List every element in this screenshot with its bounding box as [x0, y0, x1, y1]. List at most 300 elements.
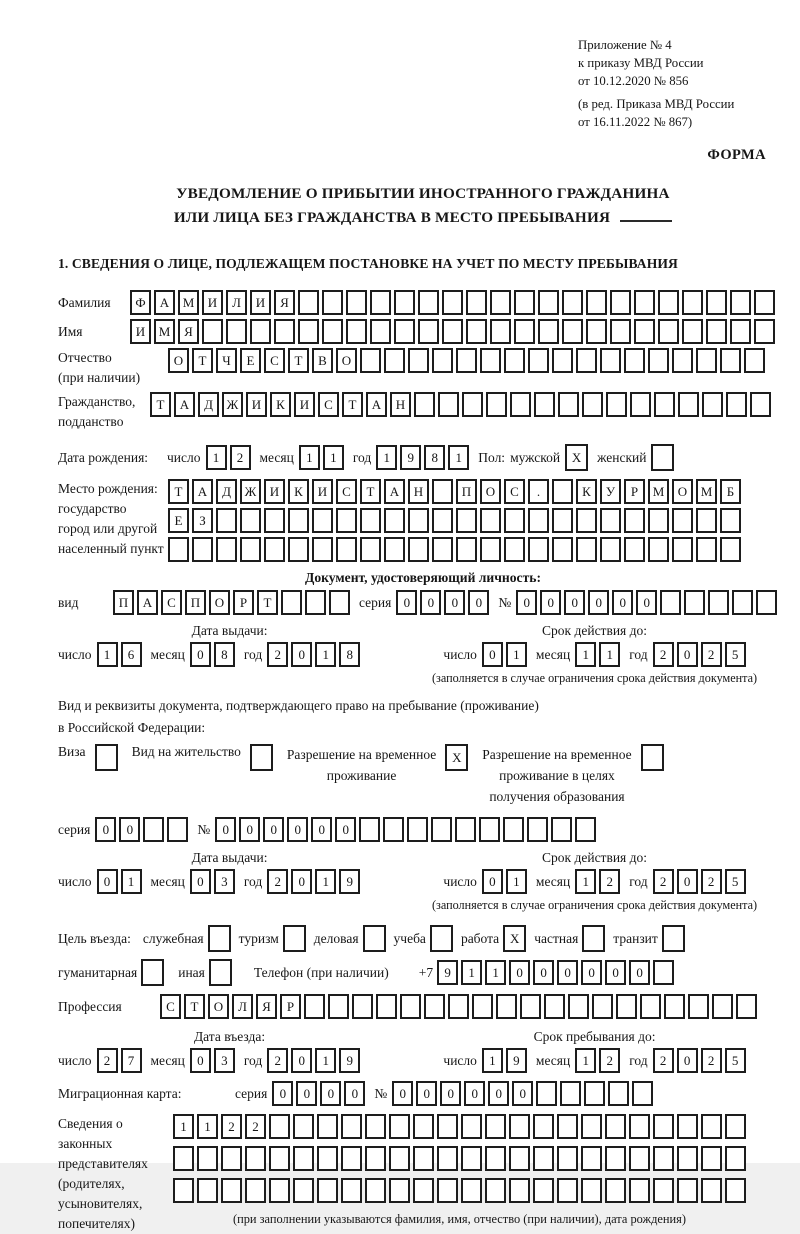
empty-char-cell [630, 392, 651, 417]
appendix-lines: Приложение № 4 к приказу МВД России от 10.12.2020 № 856 [578, 38, 704, 88]
filled-char-cell: 0 [482, 869, 503, 894]
empty-char-cell [328, 994, 349, 1019]
filled-char-cell: 1 [121, 869, 142, 894]
entry-date-block [58, 1029, 401, 1073]
empty-char-cell [544, 994, 565, 1019]
empty-char-cell [538, 290, 559, 315]
filled-char-cell: 0 [509, 960, 530, 985]
filled-char-cell: 2 [653, 642, 674, 667]
identity-issue-month-cells [190, 642, 235, 667]
migration-card-label: Миграционная карта: [58, 1085, 182, 1101]
empty-char-cell [202, 319, 223, 344]
empty-char-cell [634, 290, 655, 315]
document-title [58, 182, 788, 230]
filled-char-cell: 0 [335, 817, 356, 842]
purpose-business-label: деловая [313, 930, 359, 946]
empty-char-cell [605, 1178, 626, 1203]
filled-char-cell: Д [198, 392, 219, 417]
filled-char-cell: А [192, 479, 213, 504]
title-line2-wrap [58, 206, 788, 230]
empty-char-cell [581, 1146, 602, 1171]
empty-char-cell [370, 290, 391, 315]
empty-char-cell [432, 508, 453, 533]
filled-char-cell: 0 [636, 590, 657, 615]
empty-char-cell [528, 537, 549, 562]
empty-char-cell [462, 392, 483, 417]
empty-char-cell [485, 1178, 506, 1203]
empty-char-cell [437, 1178, 458, 1203]
empty-char-cell [684, 590, 705, 615]
empty-char-cell [346, 290, 367, 315]
empty-char-cell [407, 817, 428, 842]
filled-char-cell: К [270, 392, 291, 417]
identity-doc-expiry-title: Срок действия до: [542, 623, 648, 638]
empty-char-cell [641, 744, 664, 771]
empty-char-cell [701, 1178, 722, 1203]
filled-char-cell: 1 [97, 642, 118, 667]
filled-char-cell: Т [168, 479, 189, 504]
empty-char-cell [654, 392, 675, 417]
filled-char-cell: Ж [222, 392, 243, 417]
empty-char-cell [606, 392, 627, 417]
empty-char-cell [582, 925, 605, 952]
stay-doc-intro-line2: в Российской Федерации: [58, 720, 206, 735]
empty-char-cell [322, 319, 343, 344]
filled-char-cell: 6 [121, 642, 142, 667]
filled-char-cell: 0 [677, 642, 698, 667]
stay-expiry-day-cells [482, 869, 527, 894]
empty-char-cell [750, 392, 771, 417]
identity-issue-year-cells [267, 642, 360, 667]
entry-date-title: Дата въезда: [193, 1029, 266, 1044]
empty-char-cell [514, 319, 535, 344]
month-word: месяц [535, 1052, 571, 1068]
filled-char-cell: X [445, 744, 468, 771]
birth-place-row2-cells [168, 508, 741, 533]
empty-char-cell [533, 1114, 554, 1139]
empty-char-cell [336, 537, 357, 562]
empty-char-cell [552, 348, 573, 373]
birth-month-cells [299, 445, 344, 470]
empty-char-cell [534, 392, 555, 417]
month-word: месяц [150, 873, 185, 889]
migration-card-number-cells [392, 1081, 653, 1106]
filled-char-cell: 0 [272, 1081, 293, 1106]
series-word: серия [359, 594, 392, 610]
empty-char-cell [629, 1114, 650, 1139]
empty-char-cell [430, 925, 453, 952]
empty-char-cell [360, 508, 381, 533]
empty-char-cell [726, 392, 747, 417]
filled-char-cell: X [503, 925, 526, 952]
filled-char-cell: 1 [485, 960, 506, 985]
year-word: год [243, 1052, 263, 1068]
empty-char-cell [557, 1114, 578, 1139]
empty-char-cell [461, 1114, 482, 1139]
filled-char-cell: 2 [267, 869, 288, 894]
filled-char-cell: 1 [448, 445, 469, 470]
education-residence-label: Разрешение на временное проживание в целях получения образования [482, 747, 632, 804]
filled-char-cell: У [600, 479, 621, 504]
filled-char-cell: Ф [130, 290, 151, 315]
empty-char-cell [533, 1178, 554, 1203]
empty-char-cell [701, 1146, 722, 1171]
filled-char-cell: Р [624, 479, 645, 504]
empty-char-cell [552, 479, 573, 504]
empty-char-cell [629, 1178, 650, 1203]
filled-char-cell: 0 [677, 1048, 698, 1073]
birth-day-cells [206, 445, 251, 470]
filled-char-cell: М [696, 479, 717, 504]
number-word: № [197, 821, 211, 837]
empty-char-cell [209, 959, 232, 986]
day-word: число [443, 1052, 477, 1068]
empty-char-cell [472, 994, 493, 1019]
filled-char-cell: 2 [701, 642, 722, 667]
empty-char-cell [480, 508, 501, 533]
purpose-transit-label: транзит [613, 930, 658, 946]
filled-char-cell: 5 [725, 869, 746, 894]
filled-char-cell: П [456, 479, 477, 504]
empty-char-cell [672, 508, 693, 533]
filled-char-cell: О [208, 994, 229, 1019]
filled-char-cell: 0 [533, 960, 554, 985]
empty-char-cell [298, 319, 319, 344]
empty-char-cell [281, 590, 302, 615]
stay-expiry-year-cells [653, 869, 746, 894]
filled-char-cell: М [178, 290, 199, 315]
empty-char-cell [240, 537, 261, 562]
filled-char-cell: 0 [97, 869, 118, 894]
empty-char-cell [557, 1146, 578, 1171]
empty-char-cell [720, 508, 741, 533]
filled-char-cell: 0 [564, 590, 585, 615]
empty-char-cell [442, 290, 463, 315]
filled-char-cell: 5 [725, 642, 746, 667]
empty-char-cell [384, 348, 405, 373]
filled-char-cell: 0 [287, 817, 308, 842]
filled-char-cell: 0 [190, 869, 211, 894]
filled-char-cell: 0 [119, 817, 140, 842]
empty-char-cell [424, 994, 445, 1019]
empty-char-cell [677, 1146, 698, 1171]
filled-char-cell: . [528, 479, 549, 504]
empty-char-cell [317, 1114, 338, 1139]
sex-male-label: мужской [510, 449, 561, 465]
month-word: месяц [150, 646, 185, 662]
filled-char-cell: М [154, 319, 175, 344]
empty-char-cell [389, 1114, 410, 1139]
empty-char-cell [624, 508, 645, 533]
empty-char-cell [317, 1178, 338, 1203]
identity-doc-issue-title: Дата выдачи: [191, 623, 268, 638]
filled-char-cell: С [504, 479, 525, 504]
empty-char-cell [293, 1178, 314, 1203]
filled-char-cell: Б [720, 479, 741, 504]
empty-char-cell [336, 508, 357, 533]
empty-char-cell [341, 1114, 362, 1139]
empty-char-cell [509, 1146, 530, 1171]
phone-prefix: +7 [418, 964, 434, 980]
empty-char-cell [394, 290, 415, 315]
filled-char-cell: 0 [190, 1048, 211, 1073]
stay-doc-issue-fields [58, 869, 401, 894]
filled-char-cell: 0 [392, 1081, 413, 1106]
empty-char-cell [682, 319, 703, 344]
empty-char-cell [610, 319, 631, 344]
filled-char-cell: Т [288, 348, 309, 373]
residence-permit-checkbox [250, 744, 273, 771]
empty-char-cell [370, 319, 391, 344]
day-word: число [443, 646, 477, 662]
stay-until-title: Срок пребывания до: [533, 1029, 656, 1044]
purpose-other-label: иная [178, 964, 205, 980]
empty-char-cell [575, 817, 596, 842]
empty-char-cell [629, 1146, 650, 1171]
filled-char-cell: А [174, 392, 195, 417]
filled-char-cell: 0 [581, 960, 602, 985]
empty-char-cell [653, 1178, 674, 1203]
stay-until-fields [401, 1048, 788, 1073]
patronymic-cells [168, 348, 765, 373]
empty-char-cell [658, 319, 679, 344]
empty-char-cell [503, 817, 524, 842]
empty-char-cell [384, 508, 405, 533]
empty-char-cell [192, 537, 213, 562]
filled-char-cell: 0 [291, 869, 312, 894]
empty-char-cell [250, 319, 271, 344]
stay-issue-month-cells [190, 869, 235, 894]
filled-char-cell: 1 [315, 1048, 336, 1073]
empty-char-cell [592, 994, 613, 1019]
entry-day-cells [97, 1048, 142, 1073]
empty-char-cell [527, 817, 548, 842]
filled-char-cell: Т [192, 348, 213, 373]
empty-char-cell [584, 1081, 605, 1106]
filled-char-cell: 2 [653, 869, 674, 894]
filled-char-cell: П [113, 590, 134, 615]
empty-char-cell [479, 817, 500, 842]
empty-char-cell [658, 290, 679, 315]
filled-char-cell: 0 [605, 960, 626, 985]
filled-char-cell: 1 [299, 445, 320, 470]
month-word: месяц [259, 449, 294, 465]
year-word: год [629, 1052, 648, 1068]
empty-char-cell [359, 817, 380, 842]
temporary-residence-checkbox [445, 744, 468, 771]
purpose-private-checkbox [582, 925, 605, 952]
filled-char-cell: 2 [701, 1048, 722, 1073]
patronymic-row [58, 348, 788, 388]
empty-char-cell [720, 537, 741, 562]
empty-char-cell [418, 319, 439, 344]
identity-doc-heading: Документ, удостоверяющий личность: [305, 570, 541, 585]
filled-char-cell: 9 [400, 445, 421, 470]
empty-char-cell [438, 392, 459, 417]
filled-char-cell: 8 [339, 642, 360, 667]
identity-doc-series-cells [396, 590, 489, 615]
empty-char-cell [736, 994, 757, 1019]
filled-char-cell: 2 [267, 1048, 288, 1073]
stay-doc-expiry-note: (заполняется в случае ограничения срока действия документа) [431, 898, 758, 912]
filled-char-cell: Т [257, 590, 278, 615]
filled-char-cell: 1 [506, 869, 527, 894]
stay-doc-issue-title: Дата выдачи: [191, 850, 268, 865]
empty-char-cell [536, 1081, 557, 1106]
filled-char-cell: 9 [339, 1048, 360, 1073]
empty-char-cell [576, 508, 597, 533]
empty-char-cell [456, 508, 477, 533]
filled-char-cell: 0 [190, 642, 211, 667]
empty-char-cell [208, 925, 231, 952]
appendix-block [578, 36, 768, 131]
empty-char-cell [341, 1146, 362, 1171]
filled-char-cell: 0 [440, 1081, 461, 1106]
empty-char-cell [706, 319, 727, 344]
empty-char-cell [509, 1114, 530, 1139]
visa-label: Виза [58, 744, 86, 759]
migration-card-row [58, 1081, 788, 1106]
purpose-tourism-checkbox [283, 925, 306, 952]
empty-char-cell [197, 1178, 218, 1203]
stay-doc-dates [58, 850, 788, 913]
representatives-cells [173, 1114, 746, 1203]
filled-char-cell: И [312, 479, 333, 504]
empty-char-cell [509, 1178, 530, 1203]
identity-doc-number-cells [516, 590, 777, 615]
filled-char-cell: 0 [311, 817, 332, 842]
filled-char-cell: 0 [396, 590, 417, 615]
filled-char-cell: Т [342, 392, 363, 417]
empty-char-cell [504, 508, 525, 533]
surname-row [58, 290, 788, 315]
series-word: серия [235, 1085, 268, 1101]
representatives-row2-cells [173, 1146, 746, 1171]
filled-char-cell: 0 [344, 1081, 365, 1106]
day-word: число [58, 646, 92, 662]
empty-char-cell [702, 392, 723, 417]
birth-date-label: Дата рождения: [58, 449, 149, 465]
empty-char-cell [712, 994, 733, 1019]
filled-char-cell: Я [256, 994, 277, 1019]
filled-char-cell: 0 [420, 590, 441, 615]
filled-char-cell: Ж [240, 479, 261, 504]
filled-char-cell: И [250, 290, 271, 315]
year-word: год [243, 646, 263, 662]
empty-char-cell [480, 348, 501, 373]
number-word: № [374, 1085, 388, 1101]
empty-char-cell [678, 392, 699, 417]
birth-place-block [58, 479, 788, 562]
filled-char-cell: 3 [214, 1048, 235, 1073]
migration-card-series-cells [272, 1081, 365, 1106]
empty-char-cell [533, 1146, 554, 1171]
purpose-study-checkbox [430, 925, 453, 952]
empty-char-cell [173, 1178, 194, 1203]
filled-char-cell: 1 [376, 445, 397, 470]
empty-char-cell [269, 1114, 290, 1139]
purpose-official-label: служебная [142, 930, 204, 946]
filled-char-cell: 2 [653, 1048, 674, 1073]
identity-expiry-day-cells [482, 642, 527, 667]
empty-char-cell [538, 319, 559, 344]
filled-char-cell: О [209, 590, 230, 615]
birth-place-row1-cells [168, 479, 741, 504]
empty-char-cell [485, 1114, 506, 1139]
empty-char-cell [288, 537, 309, 562]
stay-doc-expiry-fields [401, 869, 788, 894]
filled-char-cell: 2 [245, 1114, 266, 1139]
filled-char-cell: Л [232, 994, 253, 1019]
month-word: месяц [535, 646, 571, 662]
empty-char-cell [456, 537, 477, 562]
empty-char-cell [394, 319, 415, 344]
year-word: год [243, 873, 263, 889]
revision-lines: (в ред. Приказа МВД России от 16.11.2022 № 867) [578, 97, 735, 129]
empty-char-cell [754, 319, 775, 344]
stay-doc-series-row [58, 817, 788, 842]
empty-char-cell [576, 537, 597, 562]
empty-char-cell [634, 319, 655, 344]
empty-char-cell [744, 348, 765, 373]
empty-char-cell [168, 537, 189, 562]
empty-char-cell [432, 348, 453, 373]
empty-char-cell [95, 744, 118, 771]
empty-char-cell [490, 319, 511, 344]
filled-char-cell: О [168, 348, 189, 373]
empty-char-cell [586, 319, 607, 344]
filled-char-cell: 9 [437, 960, 458, 985]
identity-doc-dates [58, 623, 788, 686]
filled-char-cell: О [480, 479, 501, 504]
empty-char-cell [557, 1178, 578, 1203]
empty-char-cell [346, 319, 367, 344]
representatives-row3-cells [173, 1178, 746, 1203]
identity-expiry-month-cells [575, 642, 620, 667]
empty-char-cell [586, 290, 607, 315]
birth-place-label: Место рождения: государство город или другой населенный пункт [58, 481, 164, 556]
filled-char-cell: 8 [214, 642, 235, 667]
filled-char-cell: 0 [263, 817, 284, 842]
filled-char-cell: С [318, 392, 339, 417]
empty-char-cell [408, 348, 429, 373]
identity-doc-kind-row [58, 590, 788, 615]
empty-char-cell [653, 1146, 674, 1171]
sex-label: Пол: [478, 449, 506, 465]
filled-char-cell: М [648, 479, 669, 504]
patronymic-label: Отчество (при наличии) [58, 350, 141, 385]
filled-char-cell: 0 [444, 590, 465, 615]
representatives-label: Сведения о законных представителях (родителях, усыновителях, попечителях) [58, 1116, 148, 1231]
empty-char-cell [197, 1146, 218, 1171]
filled-char-cell: Н [408, 479, 429, 504]
empty-char-cell [408, 537, 429, 562]
empty-char-cell [528, 508, 549, 533]
empty-char-cell [552, 537, 573, 562]
citizenship-cells [150, 392, 771, 417]
firstname-row [58, 319, 788, 344]
filled-char-cell: И [294, 392, 315, 417]
birth-place-cells [168, 479, 741, 562]
sex-female-checkbox [651, 444, 674, 471]
stay-doc-number-cells [215, 817, 596, 842]
sex-male-checkbox [565, 444, 588, 471]
entry-month-cells [190, 1048, 235, 1073]
filled-char-cell: Р [233, 590, 254, 615]
empty-char-cell [653, 1114, 674, 1139]
empty-char-cell [653, 960, 674, 985]
purpose-private-label: частная [534, 930, 579, 946]
